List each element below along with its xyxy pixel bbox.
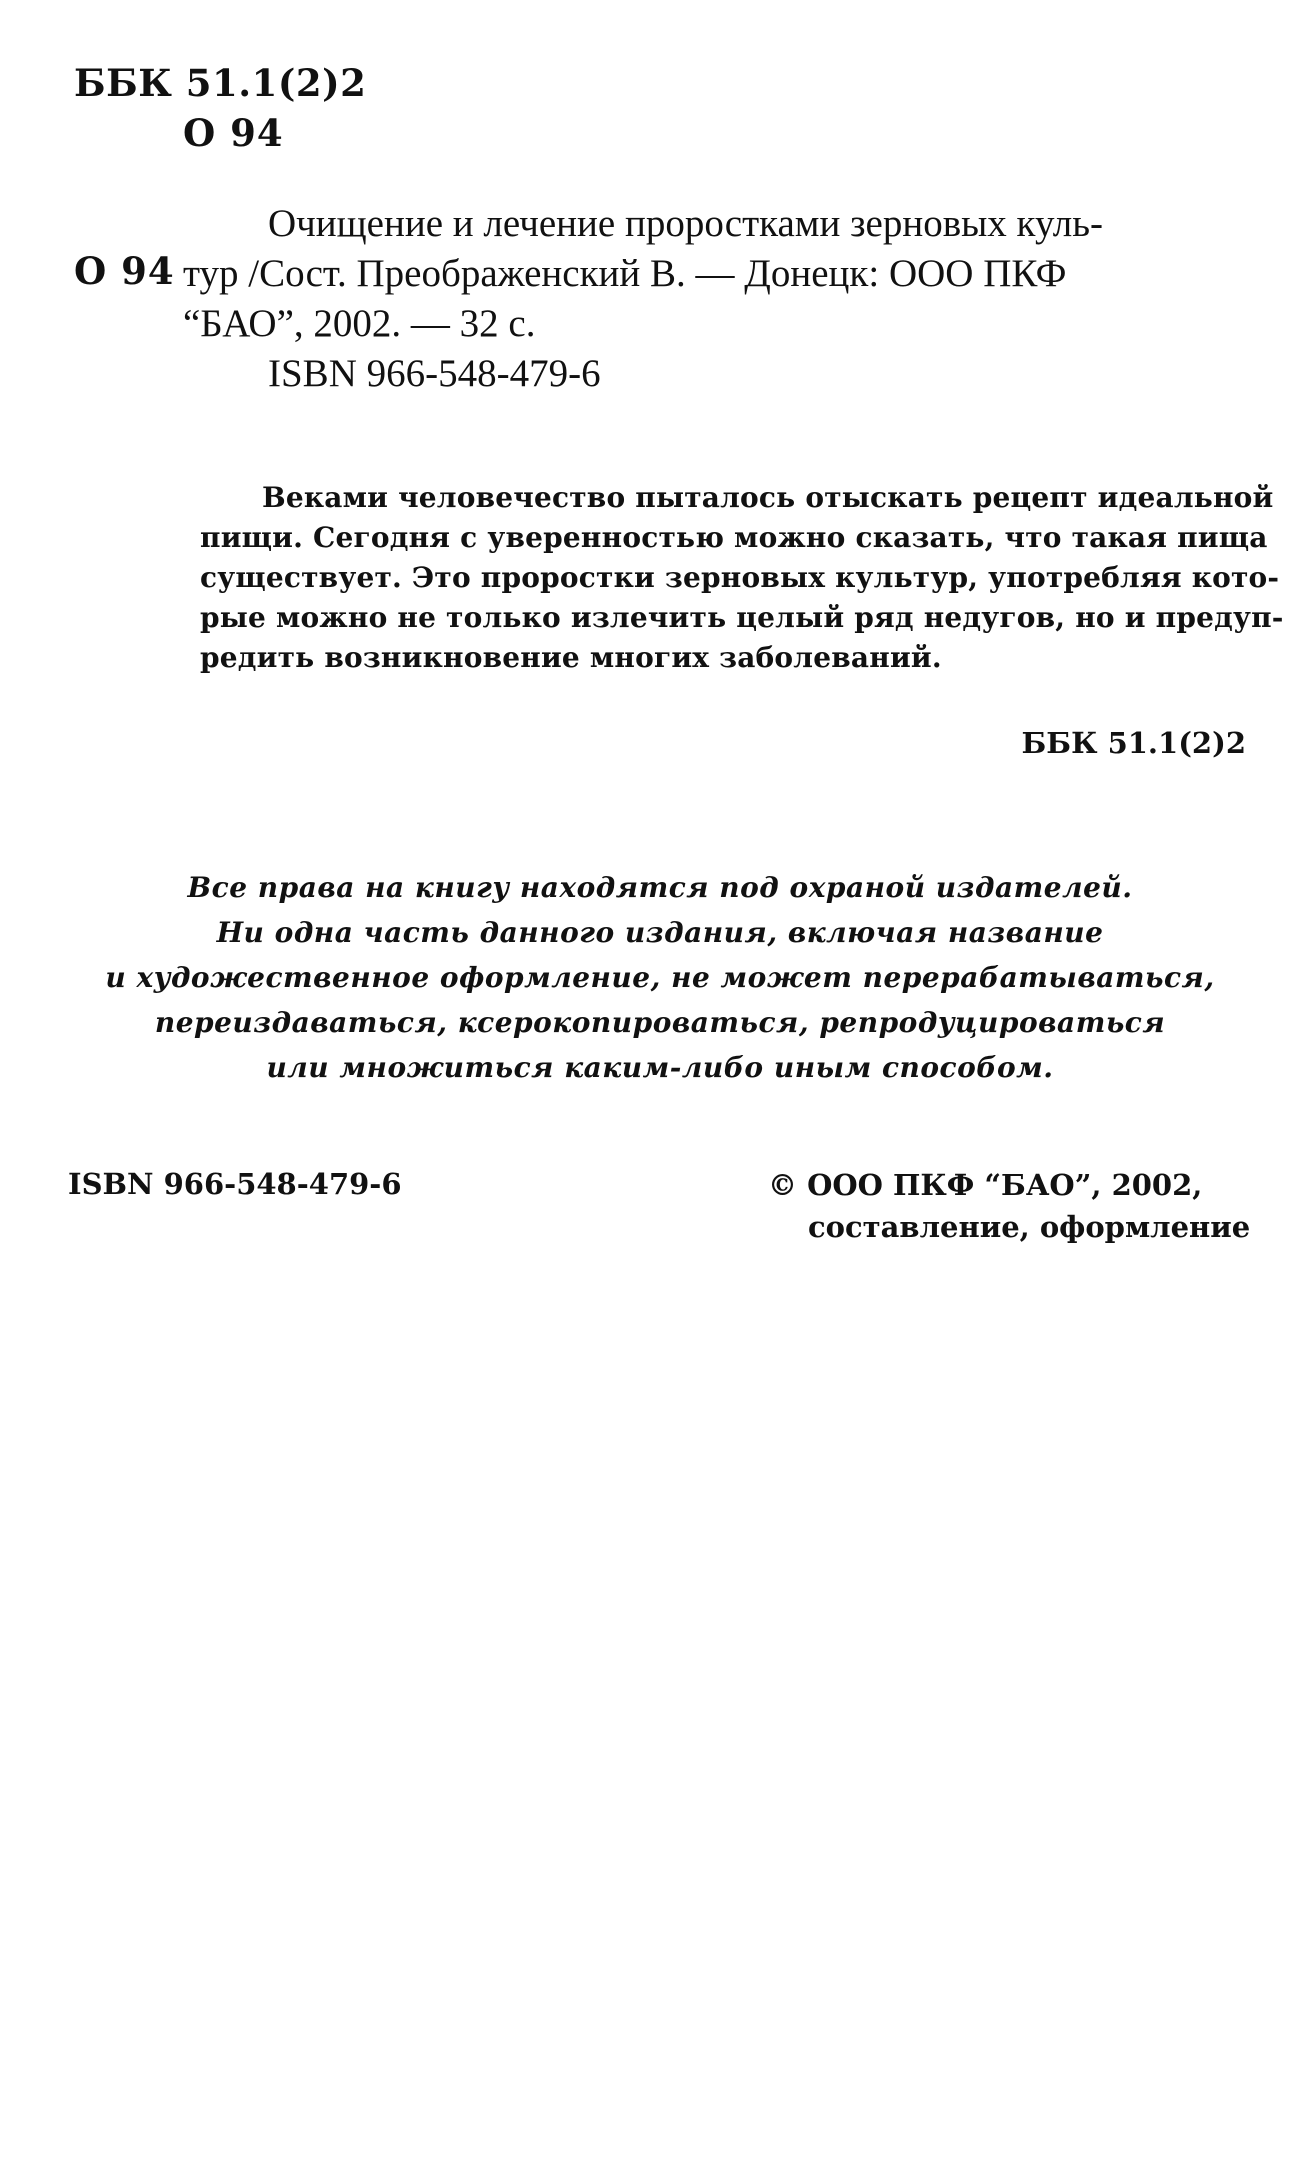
entry-line: тур /Сост. Преображенский В. — Донецк: ООО ПКФ [183, 252, 1067, 295]
rights-line: и художественное оформление, не может перерабатываться, [105, 961, 1215, 994]
rights-line: или множиться каким-либо иным способом. [266, 1051, 1054, 1084]
abstract-line: рые можно не только излечить целый ряд недугов, но и предуп- [200, 601, 1284, 634]
bbk-code-bottom: ББК 51.1(2)2 [1021, 726, 1246, 760]
abstract-line: пищи. Сегодня с уверенностью можно сказать, что такая пища [200, 521, 1268, 554]
author-mark: О 94 [183, 111, 284, 155]
copyright-line: составление, оформление [808, 1210, 1251, 1244]
copyright-line: © ООО ПКФ “БАО”, 2002, [768, 1168, 1203, 1202]
rights-notice [80, 865, 1240, 1090]
rights-line: Все права на книгу находятся под охраной издателей. [187, 871, 1133, 904]
copyright-notice [768, 1164, 1250, 1248]
rights-line: переиздаваться, ксерокопироваться, репродуцироваться [154, 1006, 1166, 1039]
abstract-line: редить возникновение многих заболеваний. [200, 641, 942, 674]
footer-isbn: ISBN 966-548-479-6 [68, 1167, 402, 1201]
abstract-line: существует. Это проростки зерновых культур, употребляя кото- [200, 561, 1280, 594]
bbk-code: ББК 51.1(2)2 [74, 61, 367, 105]
entry-author-mark: О 94 [74, 249, 175, 293]
entry-line: Очищение и лечение проростками зерновых куль- [268, 202, 1103, 245]
abstract-line: Веками человечество пыталось отыскать рецепт идеальной [262, 481, 1274, 514]
rights-line: Ни одна часть данного издания, включая название [216, 916, 1104, 949]
entry-line: “БАО”, 2002. — 32 с. [183, 302, 536, 345]
entry-isbn: ISBN 966-548-479-6 [268, 352, 601, 395]
